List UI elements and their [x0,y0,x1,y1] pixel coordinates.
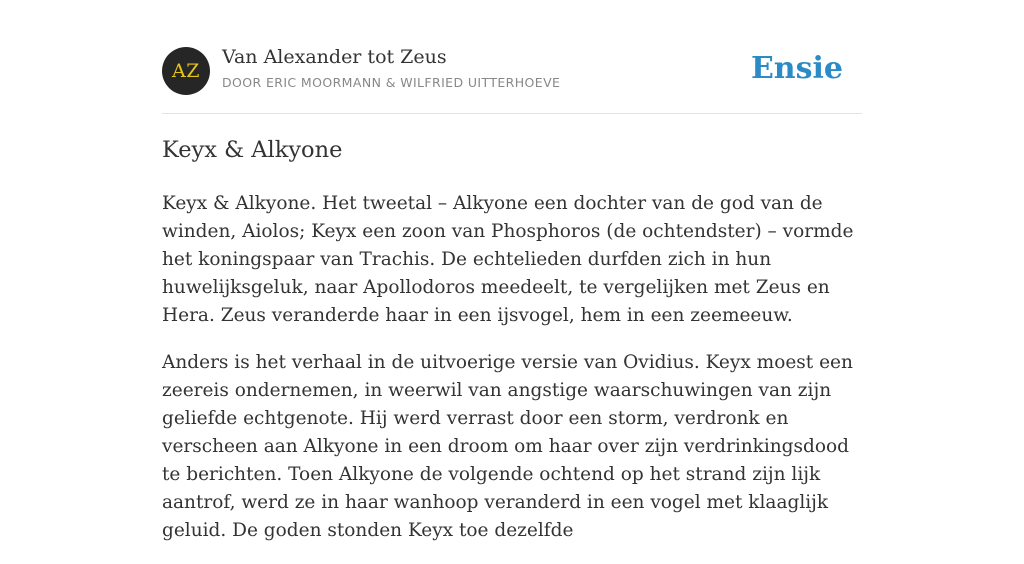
paragraph: Anders is het verhaal in de uitvoerige versie van Ovidius. Keyx moest een zeereis ondernemen, in weerwil van angstige waarschuwingen van zijn geliefde echtgenote. Hij werd verrast door een storm, verdronk en verscheen aan Alkyone in een droom om haar over zijn verdrinkingsdood te berichten. Toen Alkyone de volgende ochtend op het strand zijn lijk aantrof, werd ze in haar wanhoop veranderd in een vogel met klaaglijk geluid. De goden stonden Keyx toe dezelfde [162,352,853,541]
article-title: Keyx & Alkyone [162,137,343,163]
book-authors: DOOR ERIC MOORMANN & WILFRIED UITTERHOEVE [222,75,561,90]
paragraph: Keyx & Alkyone. Het tweetal – Alkyone een dochter van de god van de winden, Aiolos; Keyx een zoon van Phosphoros (de ochtendster) – vormde het koningspaar van Trachis. De echtelieden durfden zich in hun huwelijksgeluk, naar Apollodoros meedeelt, te vergelijken met Zeus en Hera. Zeus veranderde haar in een ijsvogel, hem in een zeemeeuw. [162,193,854,326]
avatar[interactable]: AZ [162,47,210,95]
ensie-logo[interactable]: Ensie [750,51,843,86]
book-title[interactable]: Van Alexander tot Zeus [222,46,447,68]
article-body [162,190,862,564]
header [162,46,862,96]
divider [162,113,862,114]
